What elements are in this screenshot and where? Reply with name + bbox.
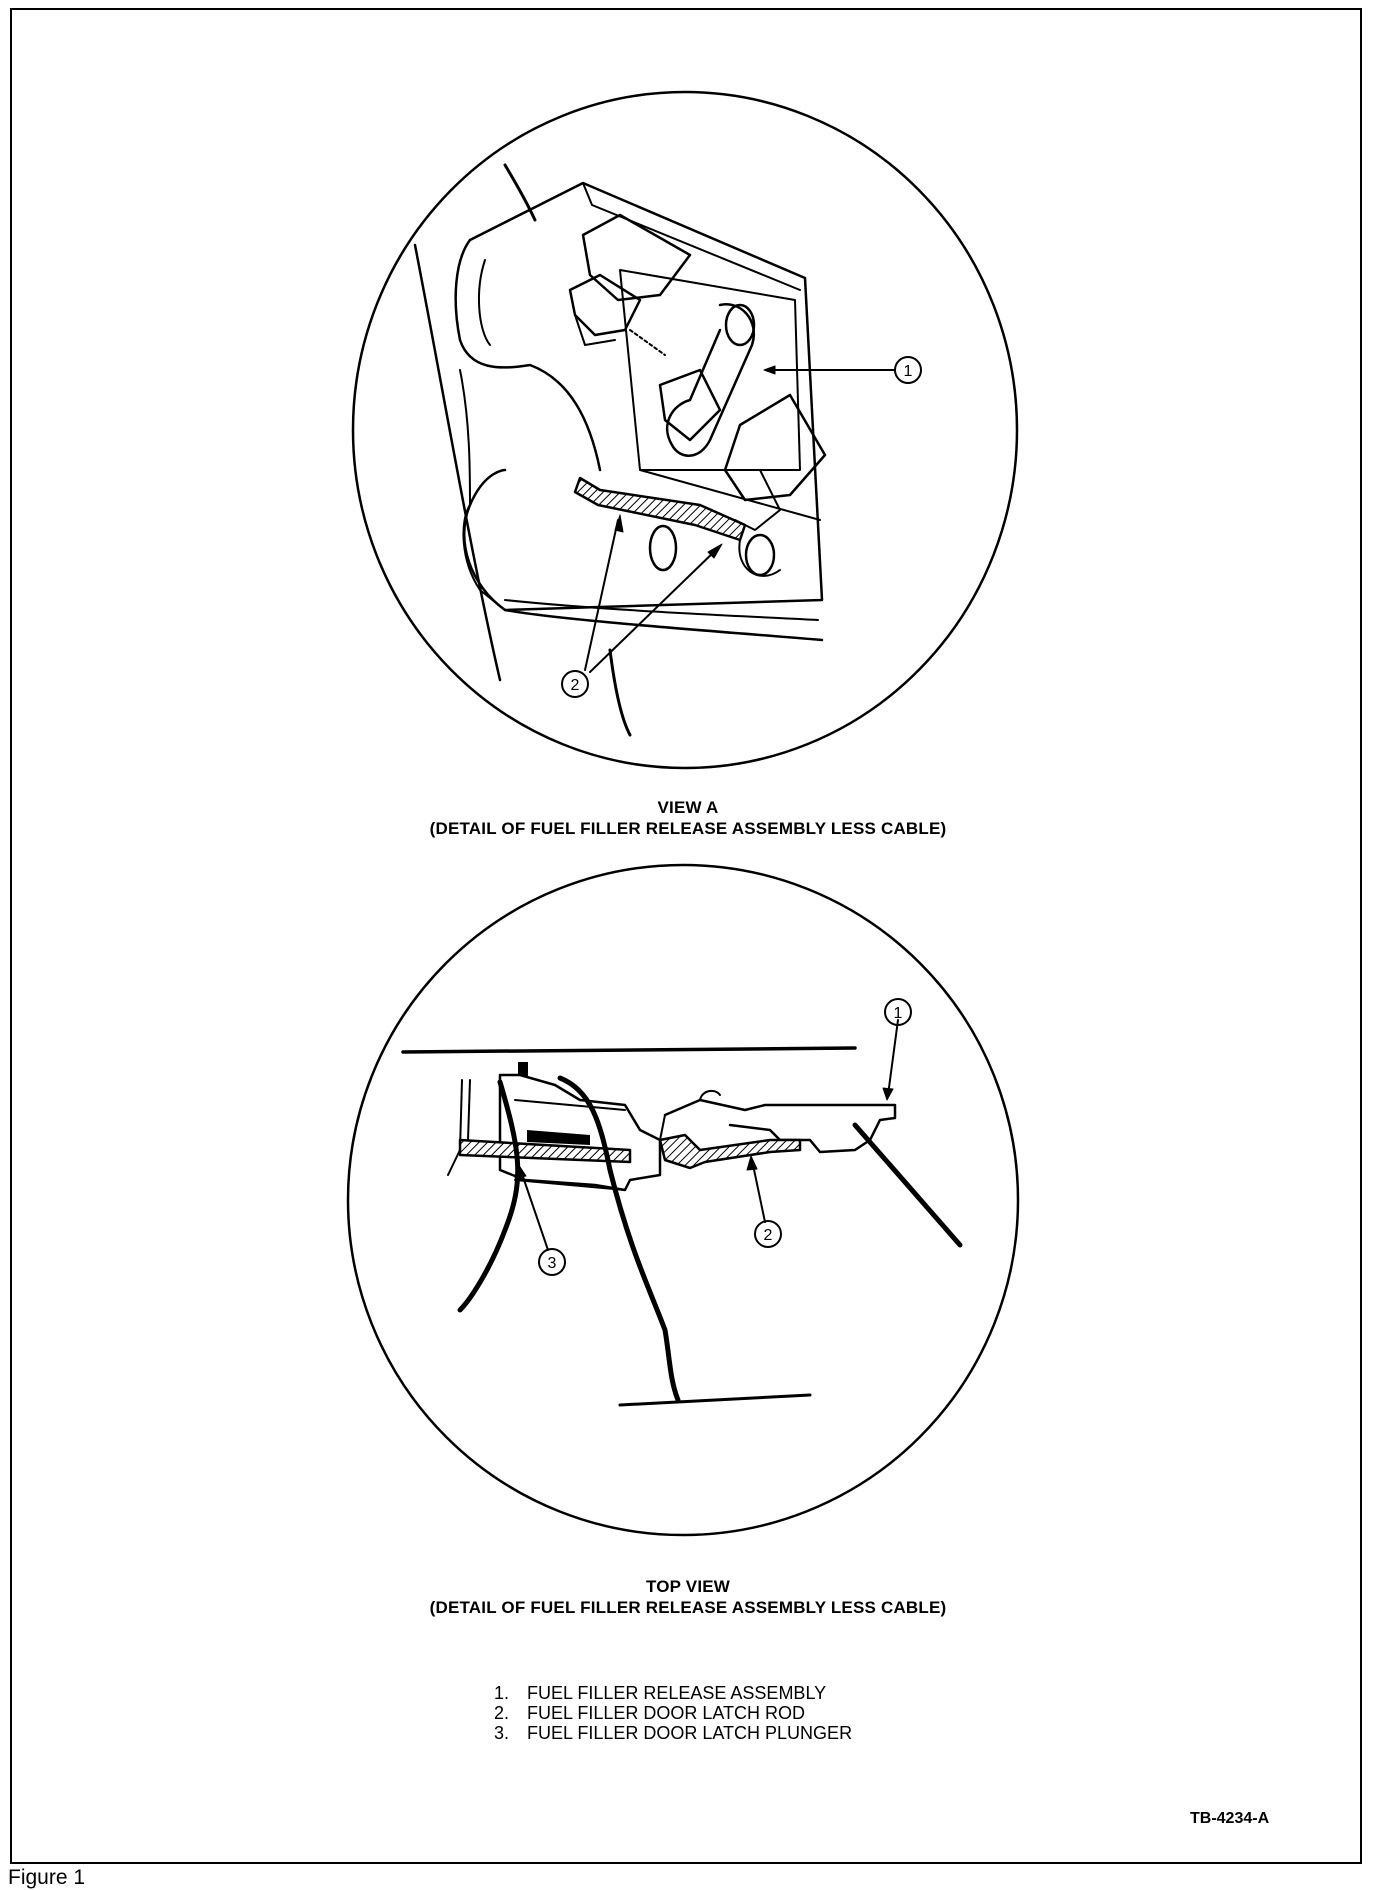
legend-item-number: 3. (493, 1723, 509, 1743)
top-view-drawing (348, 865, 1018, 1535)
legend-item-number: 1. (493, 1683, 509, 1703)
figure-code: TB-4234-A (1190, 1810, 1270, 1827)
legend-item-number: 2. (493, 1703, 509, 1723)
legend-item (465, 1683, 852, 1703)
top-view-title: TOP VIEW (645, 1577, 731, 1596)
parts-legend (465, 1683, 852, 1743)
top-view-callout-3: 3 (547, 1255, 557, 1272)
legend-item (465, 1703, 852, 1723)
view-a-callout-1: 1 (903, 363, 913, 380)
view-a-subtitle: (DETAIL OF FUEL FILLER RELEASE ASSEMBLY LESS CABLE) (429, 819, 947, 838)
view-a-detail-circle (353, 92, 1017, 768)
legend-item-text: FUEL FILLER RELEASE ASSEMBLY (527, 1683, 827, 1703)
view-a-callout-2: 2 (570, 677, 580, 694)
figure-label: Figure 1 (8, 1866, 86, 1889)
legend-item-text: FUEL FILLER DOOR LATCH ROD (527, 1703, 806, 1723)
top-view-callout-2: 2 (763, 1227, 773, 1244)
legend-item-text: FUEL FILLER DOOR LATCH PLUNGER (527, 1723, 853, 1743)
top-view-subtitle: (DETAIL OF FUEL FILLER RELEASE ASSEMBLY LESS CABLE) (429, 1598, 947, 1617)
view-a-drawing (353, 92, 1017, 768)
legend-item (465, 1723, 852, 1743)
top-view-callout-1: 1 (893, 1005, 903, 1022)
view-a-title: VIEW A (657, 798, 719, 817)
